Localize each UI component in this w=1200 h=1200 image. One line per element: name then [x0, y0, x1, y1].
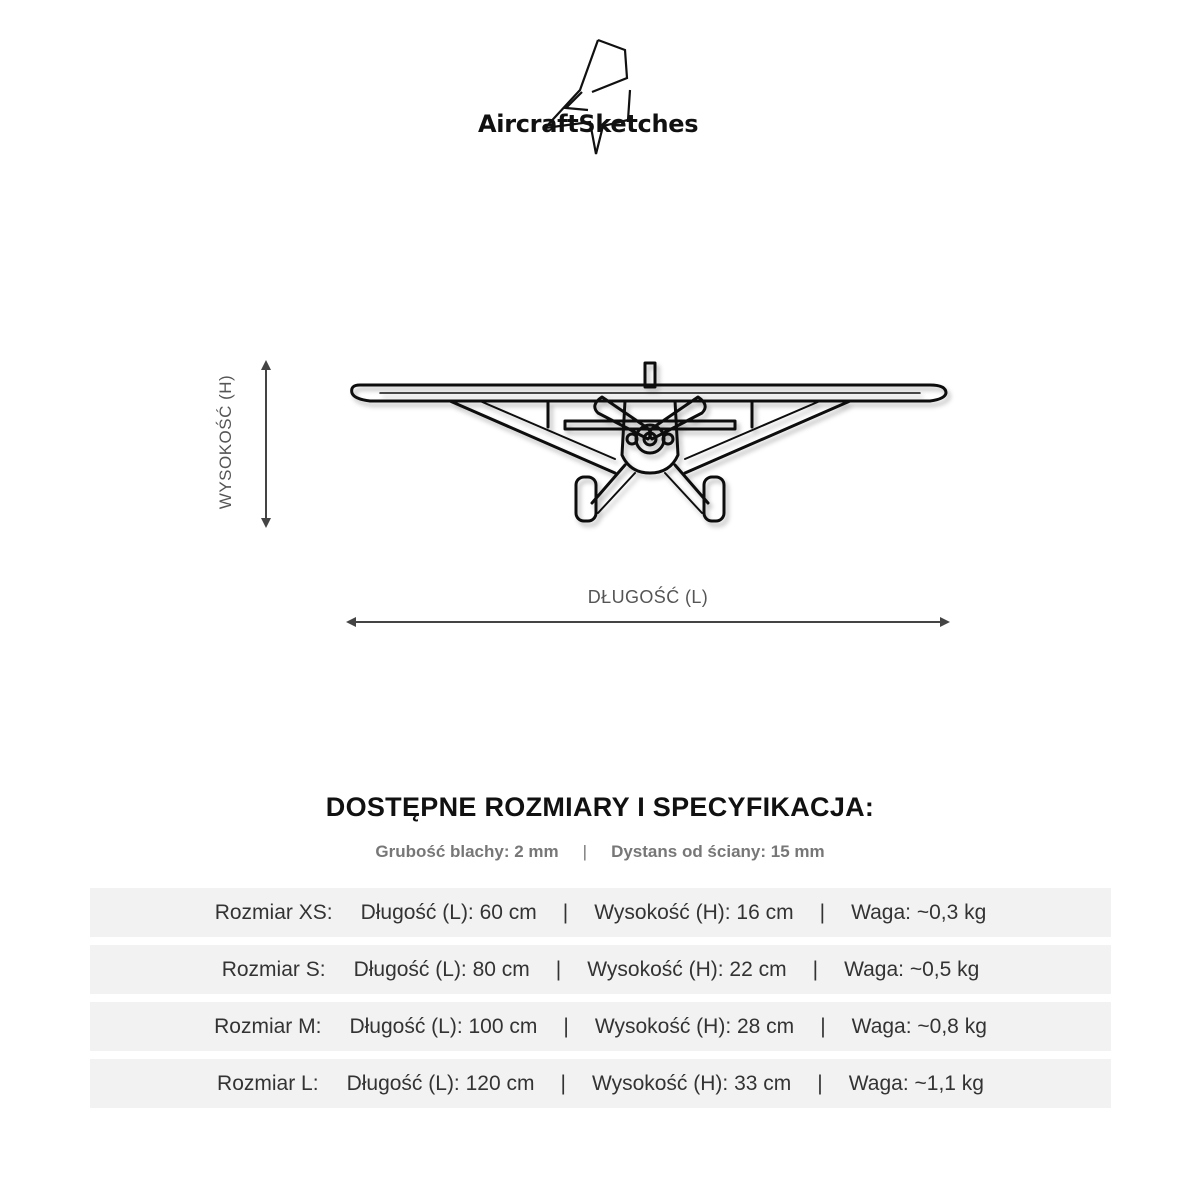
- separator: |: [563, 1014, 569, 1038]
- size-row-l: [90, 1059, 1111, 1108]
- size-name: Rozmiar S:: [221, 957, 326, 981]
- separator: |: [817, 1071, 823, 1095]
- sizes-table: [90, 888, 1111, 1116]
- size-length: Długość (L): 60 cm: [360, 900, 537, 924]
- size-weight: Waga: ~0,8 kg: [851, 1014, 987, 1038]
- separator: |: [820, 1014, 826, 1038]
- separator: |: [562, 900, 569, 924]
- size-weight: Waga: ~0,5 kg: [844, 957, 980, 981]
- size-height: Wysokość (H): 16 cm: [594, 900, 794, 924]
- size-length: Długość (L): 120 cm: [346, 1071, 535, 1095]
- size-row-s: [90, 945, 1111, 994]
- size-name: Rozmiar M:: [214, 1014, 322, 1038]
- size-height: Wysokość (H): 22 cm: [587, 957, 787, 981]
- separator: |: [555, 957, 562, 981]
- separator: |: [819, 900, 826, 924]
- size-height: Wysokość (H): 33 cm: [591, 1071, 792, 1095]
- aircraft-silhouette: [340, 355, 960, 555]
- size-row-xs: [90, 888, 1111, 937]
- length-label: DŁUGOŚĆ (L): [587, 587, 709, 607]
- brand-logo: [470, 30, 730, 160]
- size-name: Rozmiar L:: [217, 1071, 319, 1095]
- wall-distance: Dystans od ściany: 15 mm: [611, 842, 825, 861]
- separator: |: [812, 957, 819, 981]
- separator: |: [582, 842, 588, 861]
- size-length: Długość (L): 100 cm: [349, 1014, 538, 1038]
- size-height: Wysokość (H): 28 cm: [594, 1014, 795, 1038]
- size-length: Długość (L): 80 cm: [353, 957, 530, 981]
- specs-subtitle: [0, 842, 1200, 862]
- size-name: Rozmiar XS:: [214, 900, 333, 924]
- height-arrow-icon: [258, 360, 274, 528]
- size-weight: Waga: ~0,3 kg: [851, 900, 987, 924]
- height-label: WYSOKOŚĆ (H): [216, 374, 235, 510]
- specs-title: DOSTĘPNE ROZMIARY I SPECYFIKACJA:: [325, 792, 875, 822]
- brand-name: AircraftSketches: [478, 110, 699, 138]
- paper-plane-icon: [470, 30, 730, 160]
- length-arrow-icon: [346, 614, 950, 630]
- sheet-thickness: Grubość blachy: 2 mm: [375, 842, 559, 861]
- separator: |: [560, 1071, 566, 1095]
- size-row-m: [90, 1002, 1111, 1051]
- size-weight: Waga: ~1,1 kg: [848, 1071, 984, 1095]
